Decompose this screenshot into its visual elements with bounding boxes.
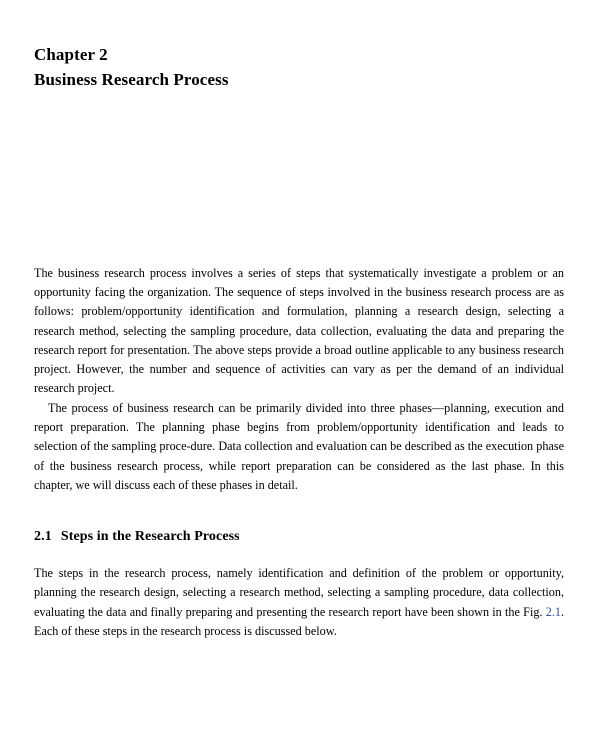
section-number: 2.1 (34, 529, 52, 545)
section-spacer (34, 545, 564, 564)
section-paragraph (34, 564, 564, 641)
chapter-label: Chapter 2 (34, 45, 108, 64)
chapter-title: Business Research Process (34, 69, 229, 89)
section-paragraph-part-1: The steps in the research process, namely identification and definition of the problem or opportunity, planning the research design, selecting a research method, selecting a sampling procedure, data collection, evaluating the data and finally preparing and presenting the research report have been shown in the Fig. (34, 566, 564, 619)
intro-paragraph-2: The process of business research can be primarily divided into three phases—planning, execution and report preparation. The planning phase begins from problem/opportunity identification and leads to selection of the sampling proce-dure. Data collection and evaluation can be described as the execution phase of the business research process, while report preparation can be considered as the last phase. In this chapter, we will discuss each of these phases in detail. (34, 400, 564, 492)
figure-reference-link[interactable]: 2.1 (545, 604, 561, 619)
section-paragraph-part-2: . Each of these steps in the research process is discussed below. (34, 604, 564, 638)
intro-paragraph-1: The business research process involves a series of steps that systematically investigate a problem or an opportunity facing the organization. The sequence of steps involved in the business research process are as follows: problem/opportunity identification and formulation, planning a research design, selecting a research method, selecting the sampling procedure, data collection, evaluating the data and preparing the research report for presentation. The above steps provide a broad outline applicable to any business research project. However, the number and sequence of activities can vary as per the demand of an individual research project. (34, 265, 564, 396)
section-title: Steps in the Research Process (60, 529, 240, 545)
title-spacer (34, 92, 564, 264)
section-heading (34, 529, 564, 545)
